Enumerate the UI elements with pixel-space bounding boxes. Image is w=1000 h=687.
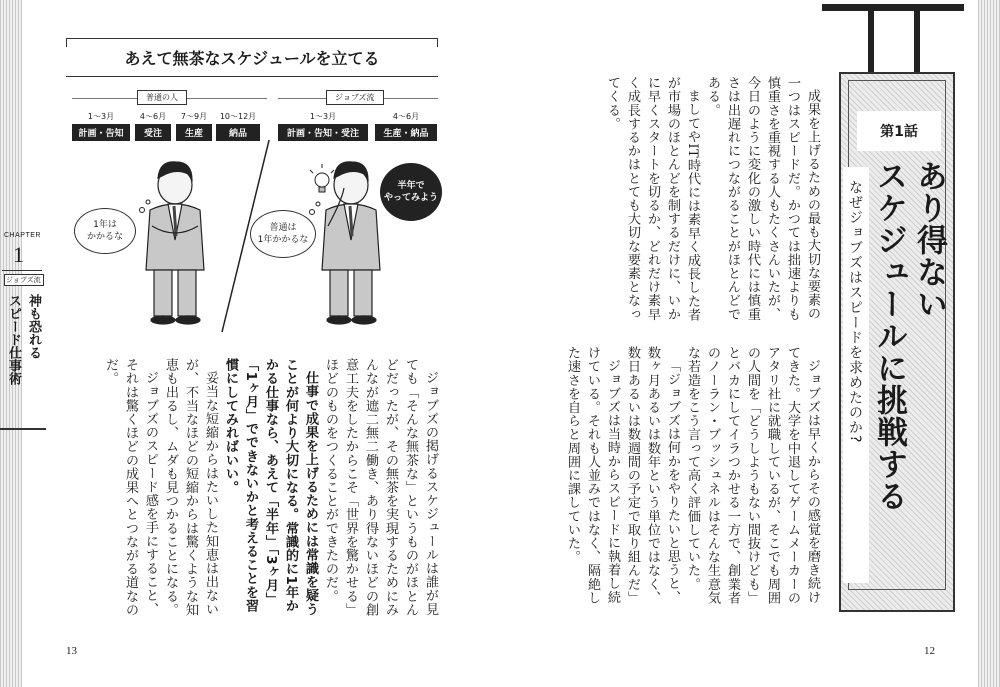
main-title-line1: あり得ない bbox=[911, 160, 947, 320]
jobs-month-1: 1〜3月 bbox=[309, 112, 337, 121]
left-paragraph-4: ジョブズのスピード感を手にすること、それは驚くほどの成果へとつながる道なのだ。 bbox=[103, 358, 158, 617]
chapter-bottom-rule bbox=[0, 428, 46, 430]
chapter-label: CHAPTER bbox=[4, 232, 41, 239]
normal-month-3: 7〜9月 bbox=[180, 112, 208, 121]
main-title-line2: スケジュールに挑戦する bbox=[871, 160, 907, 512]
normal-step-plan: 計画・告知 bbox=[72, 124, 130, 141]
thought-dot bbox=[146, 200, 150, 204]
chapter-title-line1: 神も恐れる bbox=[26, 294, 41, 359]
left-paragraph-3: 妥当な短縮からはたいした知恵は出ないが、不当なほどの短縮からは驚くような知恵も出るし、ムダも見つかることになる。 bbox=[163, 358, 218, 617]
chapter-title-line2: スピード仕事術 bbox=[6, 294, 21, 385]
normal-step-deliver: 納品 bbox=[216, 124, 260, 141]
left-page-body bbox=[60, 358, 440, 618]
page-edge-right bbox=[978, 0, 1000, 687]
thought-dot bbox=[310, 210, 315, 215]
normal-plan-label: 普通の人 bbox=[137, 90, 187, 105]
page-number-right: 12 bbox=[924, 645, 935, 657]
jobs-step-plan-order: 計画・告知・受注 bbox=[278, 124, 368, 141]
right-paragraph-1: 成果を上げるための最も大切な要素の一つはスピードだ。かつては拙速よりも慎重さを重視する人もたくさんいたが、今日のように変化の激しい時代には慎重さは出遅れにつながることがほとんどである。 bbox=[705, 76, 820, 321]
figure-title: あえて無茶なスケジュールを立てる bbox=[124, 49, 380, 68]
jobs-step-produce-deliver: 生産・納品 bbox=[375, 124, 437, 141]
thought-dot bbox=[140, 208, 145, 213]
right-paragraph-2: ましてやIT時代には素早く成長した者が市場のほとんどを制するだけに、いかに早くスタートを切るか、どれだけ素早く成長するかはとても大切な要素となってくる。 bbox=[605, 76, 700, 322]
normal-month-4: 10〜12月 bbox=[219, 112, 257, 121]
lightbulb-icon bbox=[310, 164, 334, 192]
chapter-main-title bbox=[869, 160, 949, 560]
left-paragraph-1: ジョブズの掲げるスケジュールは誰が見ても「そんな無茶な」というものがほとんどだったが、その無茶を実現するためにみんなが遮二無二働き、あり得ないほどの創意工夫をしたからこそ「世界を驚かせる」ほどのものをつくることができたのだ。 bbox=[323, 358, 438, 617]
chapter-divider bbox=[2, 270, 42, 271]
normal-thought-bubble: 1年は かかるな bbox=[74, 208, 136, 254]
chapter-tab bbox=[0, 228, 46, 430]
right-page-body-top bbox=[560, 76, 822, 326]
chapter-subtitle: なぜジョブズはスピードを求めたのか? bbox=[847, 180, 863, 444]
jobs-thought-bubble: 普通は 1年かかるな bbox=[250, 210, 316, 258]
jobs-person-figure bbox=[322, 162, 380, 324]
left-paragraph-2: 仕事で成果を上げるためには常識を疑うことが何より大切になる。常識的に1年かかる仕事なら、あえて「半年」「3ヶ月」「1ヶ月」でできないかと考えることを習慣にしてみればいい。 bbox=[223, 358, 318, 616]
normal-month-1: 1〜3月 bbox=[87, 112, 115, 121]
chapter-number: 1 bbox=[13, 242, 24, 267]
chapter-tag: ジョブズ流 bbox=[6, 276, 41, 284]
normal-step-produce: 生産 bbox=[176, 124, 212, 141]
jobs-speech-bubble: 半年で やってみよう bbox=[380, 163, 442, 221]
normal-month-2: 4〜6月 bbox=[139, 112, 167, 121]
page-number-left: 13 bbox=[66, 645, 77, 657]
jobs-month-2: 4〜6月 bbox=[392, 112, 420, 121]
right-paragraph-4: 「ジョブズは何かをやりたいと思うと、数ヶ月あるいは数年という単位ではなく、数日あるいは数週間の予定で取り組んだ」 bbox=[625, 346, 680, 605]
right-paragraph-3: ジョブズは早くからその感覚を磨き続けてきた。大学を中退してゲームメーカーのアタリ社に就職しているが、そこでも周囲の人間を「どうしようもない間抜けども」とバカにしてイラつかせる一方で、創業者のノーラン・ブッシュネルはそんな生意気な若造をこう言って高く評価していた。 bbox=[685, 346, 820, 605]
normal-step-order: 受注 bbox=[135, 124, 171, 141]
thought-dot bbox=[316, 202, 320, 206]
right-paragraph-5: ジョブズは当時からスピードに執着し続けている。それも人並みではなく、隔絶した速さを自らと周囲に課していた。 bbox=[565, 346, 620, 605]
figure-top-rule bbox=[66, 38, 438, 39]
jobs-plan-label: ジョブズ流 bbox=[326, 90, 384, 105]
title-hanger-bar bbox=[822, 4, 964, 11]
chapter-title bbox=[3, 294, 43, 428]
normal-person-figure bbox=[146, 162, 204, 324]
right-page-body-bottom bbox=[560, 346, 822, 616]
figure-title-rule bbox=[66, 76, 438, 77]
episode-label: 第1話 bbox=[857, 111, 941, 151]
